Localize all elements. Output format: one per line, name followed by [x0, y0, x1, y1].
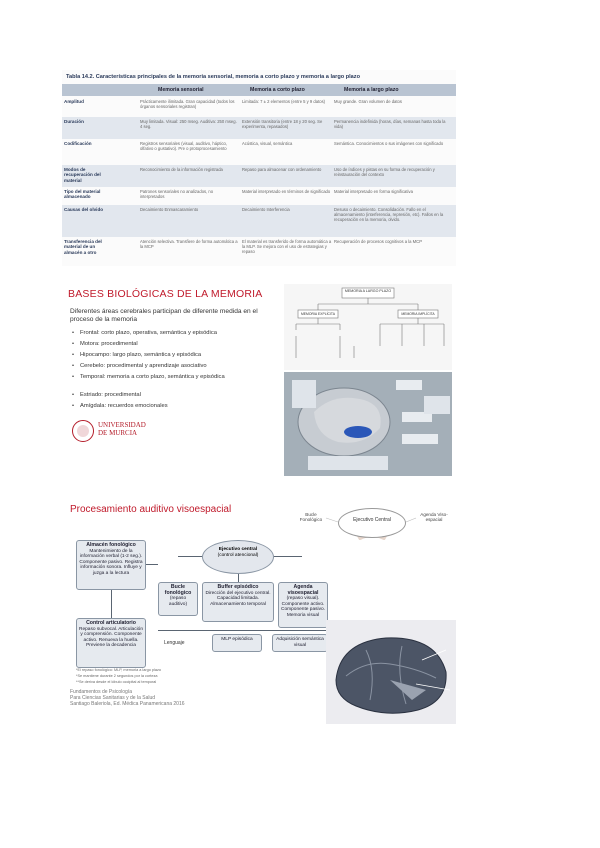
- university-line-2: DE MURCIA: [98, 429, 138, 437]
- episodic-buffer-box: [202, 582, 274, 622]
- column-header-corto: Memoria a corto plazo: [250, 87, 305, 93]
- table-cell: Permanencia indefinida (horas, días, semanas hasta toda la vida): [334, 119, 446, 130]
- brain-lobes-image: [326, 620, 456, 724]
- box-title: Ejecutivo central: [218, 547, 258, 552]
- divider-line: [158, 630, 328, 631]
- table-cell: Acústica, visual, semántica: [242, 141, 293, 146]
- tree-left-label: MEMORIA EXPLÍCITA: [300, 312, 336, 316]
- row-label: Duración: [64, 119, 84, 124]
- table-row: [62, 97, 456, 117]
- box-body: (repaso auditivo): [168, 596, 188, 607]
- tree-right-label: MEMORIA IMPLÍCITA: [401, 312, 435, 316]
- table-caption: Tabla 14.2. Características principales de la memoria sensorial, memoria a corto plazo y memoria a largo plazo: [66, 74, 360, 80]
- table-cell: Decaimiento Enmascaramiento: [140, 207, 199, 212]
- table-cell: Muy grande. Gran volumen de datos: [334, 99, 402, 104]
- semantic-acquisition-box: Adquisición semántica visual: [272, 634, 328, 652]
- list-item: • Temporal: memoria a corto plazo, semántica y episódica: [80, 374, 225, 380]
- auditory-slide: [62, 494, 458, 728]
- wm-center-oval: Ejecutivo Central: [338, 508, 406, 538]
- column-header-sensorial: Memoria sensorial: [158, 87, 204, 93]
- brain-regions-image: [284, 372, 452, 476]
- reference-line: Fundamentos de Psicología: [70, 689, 132, 695]
- brain-illustration: [284, 372, 452, 476]
- table-cell: Semántica. Conocimientos o sus imágenes con significado: [334, 141, 444, 146]
- table-cell: Reconocimiento de la información registrada: [140, 167, 223, 172]
- table-row: [62, 187, 456, 205]
- table-cell: El material es transferido de forma automática a la MLP. Se mejora con el uso de estrategias y repaso: [242, 239, 332, 255]
- executive-central-ellipse: [202, 540, 274, 574]
- table-slide: [62, 70, 456, 266]
- wm-right-label: Agenda Viso-espacial: [420, 512, 448, 523]
- arrow: [178, 556, 202, 557]
- table-cell: Limitada: 7 ± 2 elementos (entre 5 y 9 datos): [242, 99, 326, 104]
- table-row: [62, 165, 456, 187]
- footnote: *Se mantiene durante 2 segundos por la corteza: [76, 674, 158, 678]
- language-label: Lenguaje: [164, 640, 185, 646]
- box-title: Almacén fonológico: [86, 542, 136, 548]
- reference-line: Para Ciencias Sanitarias y de la Salud: [70, 694, 156, 701]
- box-title: Buffer episódico: [217, 584, 259, 590]
- box-title: Bucle fonológico: [164, 584, 192, 596]
- table-row: [62, 205, 456, 237]
- slide-title: Procesamiento auditivo visoespacial: [70, 504, 232, 515]
- tree-root-label: MEMORIA A LARGO PLAZO: [344, 289, 392, 293]
- box-body: (repaso visual). Componente activo. Componente pasivo. Memoria visual: [281, 596, 325, 618]
- table-cell: Registros sensoriales (visual, auditivo, háptico, olfativo o gustativo). Pre o protoprocesamiento: [140, 141, 228, 152]
- list-item: • Estriado: procedimental: [80, 392, 141, 398]
- box-title: Agenda visoespacial: [287, 584, 319, 596]
- list-item: • Amígdala: recuerdos emocionales: [80, 403, 168, 409]
- table-header: [62, 84, 456, 96]
- table-row: [62, 117, 456, 139]
- brain-lobes-illustration: [326, 620, 456, 724]
- box-body: Dirección del ejecutivo central. Capacidad limitada. Almacenamiento temporal: [205, 590, 271, 607]
- footnote: *El repaso fonológico: MLP, memoria a largo plazo: [76, 668, 161, 672]
- table-cell: Desuso o decaimiento. Consolidación. Fallo en el almacenamiento (interferencia, represión, etc). Fallos en la recuperación en la memoria, olvido.: [334, 207, 444, 223]
- list-item: • Frontal: corto plazo, operativa, semántica y episódica: [80, 330, 217, 336]
- ltm-episodic-box: MLP episódica: [212, 634, 262, 652]
- column-header-largo: Memoria a largo plazo: [344, 87, 399, 93]
- table-cell: Prácticamente ilimitada. Gran capacidad (todos los órganos sensoriales registran): [140, 99, 235, 110]
- reference-line: Santiago Baleriola, Ed. Médica Panamericana 2016: [70, 700, 185, 707]
- university-name: [98, 421, 146, 437]
- reference: [70, 690, 185, 707]
- box-body: Repaso subvocal. Articulación y comprensión. Componente activo. Renueva la huella. Previene la decadencia: [79, 626, 143, 649]
- footnote: **Se deriva desde el lóbulo occipital al temporal: [76, 680, 157, 684]
- working-memory-model: [288, 500, 456, 540]
- box-title: Control articulatorio: [86, 620, 136, 626]
- wm-left-label: Bucle Fonológico: [299, 512, 323, 523]
- table-row: [62, 139, 456, 165]
- row-label: Causas del olvido: [64, 207, 104, 212]
- table-cell: Uso de índices y pistas en su forma de recuperación y reinstauración del contexto: [334, 167, 435, 178]
- row-label: Transferencia del material de un almacén a otro: [64, 239, 102, 255]
- arrow: [274, 556, 302, 557]
- row-label: Codificación: [64, 141, 92, 146]
- list-item: • Motora: procedimental: [80, 341, 138, 347]
- phonological-store-box: [76, 540, 146, 590]
- slide-intro: Diferentes áreas cerebrales participan de diferente medida en el proceso de la memoria: [70, 308, 258, 323]
- table-cell: Patrones sensoriales no analizados, no interpretados: [140, 189, 214, 200]
- box-body: Mantenimiento de la información verbal (1-2 seg.). Componente pasivo. Registra información sonora. Influye y juzga a la lectura: [79, 548, 143, 576]
- table-cell: Atención selectiva. Transfiere de forma automática a la MCP: [140, 239, 238, 250]
- arrow: [238, 574, 239, 582]
- row-label: Tipo del material almacenado: [64, 189, 101, 200]
- table-cell: Material interpretado en forma significativa: [334, 189, 413, 194]
- table-cell: Muy limitada. Visual: 250 mseg. Auditiva: 250 mseg. 4 seg.: [140, 119, 237, 130]
- articulatory-control-box: [76, 618, 146, 668]
- university-line-1: UNIVERSIDAD: [98, 421, 146, 429]
- table-cell: Material interpretado en términos de significado: [242, 189, 331, 194]
- table-cell: Extensión transitoria (entre 18 y 20 seg. Se experimenta, repasados): [242, 119, 323, 130]
- table-cell: Decaimiento Interferencia: [242, 207, 290, 212]
- memory-tree-lines: [284, 284, 452, 370]
- arrow: [146, 564, 158, 565]
- table-cell: Recuperación de procesos cognitivos a la MCP: [334, 239, 422, 244]
- list-item: • Hipocampo: largo plazo, semántica y episódica: [80, 352, 201, 358]
- list-item: • Cerebelo: procedimental y aprendizaje asociativo: [80, 363, 207, 369]
- phonological-loop-box: [158, 582, 198, 616]
- seal-center: [77, 425, 89, 437]
- box-body: (control atencional): [217, 552, 259, 558]
- table-cell: Repaso para almacenar con ordenamiento: [242, 167, 322, 172]
- row-label: Modos de recuperación del material: [64, 167, 101, 183]
- memory-tree-diagram: [284, 284, 452, 370]
- arrow: [111, 590, 112, 618]
- table-row: [62, 237, 456, 265]
- visuospatial-sketchpad-box: [278, 582, 328, 628]
- slide-title: BASES BIOLÓGICAS DE LA MEMORIA: [68, 288, 263, 300]
- row-label: Amplitud: [64, 99, 84, 104]
- bases-slide: [62, 280, 455, 480]
